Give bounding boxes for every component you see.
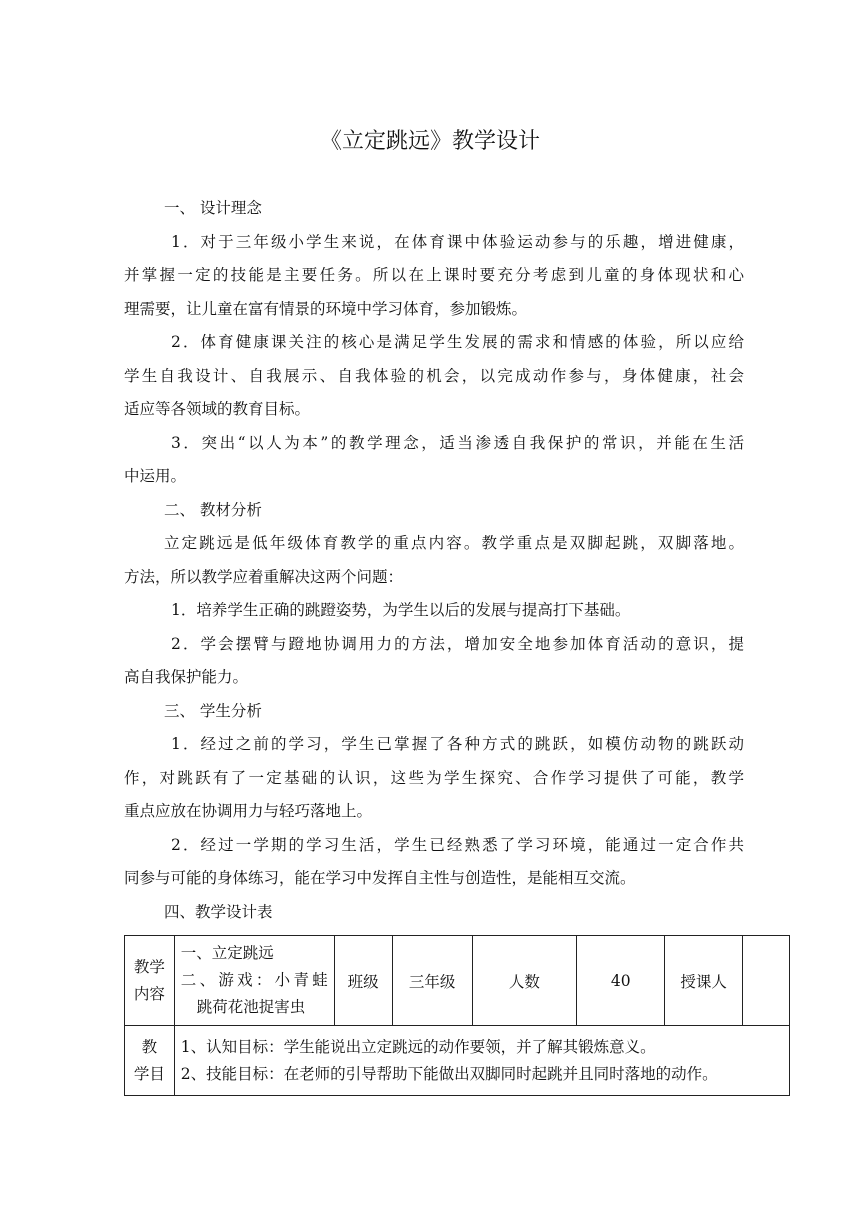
goals-cell xyxy=(174,1026,789,1096)
section-heading-design-table: 四、教学设计表 xyxy=(164,902,273,921)
cell-text: 二、游戏：小青蛙 xyxy=(180,971,328,989)
paragraph-line: 2．学会摆臂与蹬地协调用力的方法，增加安全地参加体育活动的意识，提 xyxy=(171,634,744,653)
content-label-cell xyxy=(125,936,175,1026)
paragraph-line: 2．经过一学期的学习生活，学生已经熟悉了学习环境，能通过一定合作共 xyxy=(171,835,744,854)
paragraph-line: 作，对跳跃有了一定基础的认识，这些为学生探究、合作学习提供了可能，教学 xyxy=(124,768,744,787)
paragraph-line: 重点应放在协调用力与轻巧落地上。 xyxy=(124,802,373,820)
paragraph-line: 1．对于三年级小学生来说，在体育课中体验运动参与的乐趣，增进健康， xyxy=(171,232,744,251)
cell-text: 教 xyxy=(141,1037,158,1056)
paragraph-line: 1．培养学生正确的跳蹬姿势，为学生以后的发展与提高打下基础。 xyxy=(171,601,631,619)
paragraph-line: 2．体育健康课关注的核心是满足学生发展的需求和情感的体验，所以应给 xyxy=(171,333,744,351)
teaching-design-table xyxy=(124,935,790,1096)
cell-text: 一、立定跳远 xyxy=(180,944,274,962)
teacher-label-cell: 授课人 xyxy=(665,936,743,1026)
paragraph-line: 3．突出“以人为本”的教学理念，适当渗透自我保护的常识，并能在生活 xyxy=(171,433,744,452)
paragraph-line: 理需要，让儿童在富有情景的环境中学习体育，参加锻炼。 xyxy=(124,299,528,318)
paragraph-line: 中运用。 xyxy=(124,467,187,485)
paragraph-line: 方法，所以教学应着重解决这两个问题： xyxy=(124,567,404,586)
paragraph-line: 1．经过之前的学习，学生已掌握了各种方式的跳跃，如模仿动物的跳跃动 xyxy=(171,735,744,753)
paragraph-line: 并掌握一定的技能是主要任务。所以在上课时要充分考虑到儿童的身体现状和心 xyxy=(124,266,744,284)
count-label-cell: 人数 xyxy=(472,936,577,1026)
teacher-value-cell xyxy=(743,936,790,1026)
cell-text: 1、认知目标：学生能说出立定跳远的动作要领，并了解其锻炼意义。 xyxy=(180,1037,656,1056)
section-heading-design-concept: 一、 设计理念 xyxy=(164,199,262,217)
class-value-cell: 三年级 xyxy=(392,936,472,1026)
document-title: 《立定跳远》教学设计 xyxy=(319,129,540,154)
paragraph-line: 学生自我设计、自我展示、自我体验的机会，以完成动作参与，身体健康，社会 xyxy=(124,366,744,385)
document-body xyxy=(124,192,744,929)
paragraph-line: 适应等各领域的教育目标。 xyxy=(124,400,311,418)
table-row xyxy=(125,936,790,1026)
cell-text: 跳荷花池捉害虫 xyxy=(196,998,306,1016)
table-row xyxy=(125,1026,790,1096)
count-value-cell: 40 xyxy=(577,936,665,1026)
cell-text: 2、技能目标：在老师的引导帮助下能做出双脚同时起跳并且同时落地的动作。 xyxy=(180,1064,718,1083)
cell-text: 内容 xyxy=(133,984,165,1003)
goals-label-cell xyxy=(125,1026,175,1096)
paragraph-line: 同参与可能的身体练习，能在学习中发挥自主性与创造性，是能相互交流。 xyxy=(124,869,636,887)
class-label-cell: 班级 xyxy=(334,936,392,1026)
paragraph-line: 立定跳远是低年级体育教学的重点内容。教学重点是双脚起跳，双脚落地。 xyxy=(164,534,744,552)
cell-text: 教学 xyxy=(133,957,165,976)
content-cell xyxy=(174,936,334,1026)
paragraph-line: 高自我保护能力。 xyxy=(124,668,249,686)
section-heading-material-analysis: 二、 教材分析 xyxy=(164,500,262,519)
cell-text: 学目 xyxy=(133,1064,165,1083)
section-heading-student-analysis: 三、 学生分析 xyxy=(164,701,262,720)
